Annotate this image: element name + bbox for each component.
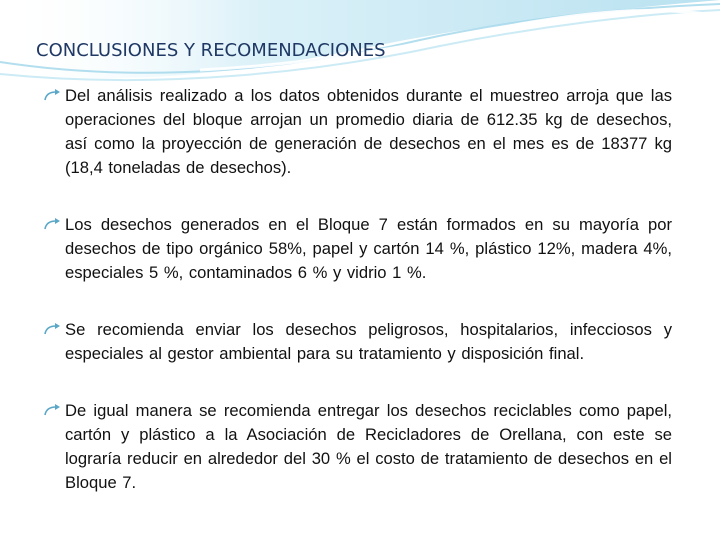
slide-title: CONCLUSIONES Y RECOMENDACIONES: [36, 40, 386, 61]
bullet-list: [44, 84, 672, 528]
bullet-text: Los desechos generados en el Bloque 7 están formados en su mayoría por desechos de tipo orgánico 58%, papel y cartón 14 %, plástico 12%, madera 4%, especiales 5 %, contaminados 6 % y vidrio 1 %.: [65, 215, 672, 282]
bullet-text: Del análisis realizado a los datos obtenidos durante el muestreo arroja que las operaciones del bloque arrojan un promedio diaria de 612.35 kg de desechos, así como la proyección de generación de desechos en el mes es de 18377 kg (18,4 toneladas de desechos).: [65, 86, 672, 177]
curved-arrow-icon: [44, 403, 62, 417]
bullet-item: [44, 213, 672, 285]
curved-arrow-icon: [44, 322, 62, 336]
bullet-text: De igual manera se recomienda entregar los desechos reciclables como papel, cartón y plástico a la Asociación de Recicladores de Orellana, con este se lograría reducir en alrededor del 30 % el costo de tratamiento de desechos en el Bloque 7.: [65, 401, 672, 492]
bullet-item: [44, 399, 672, 495]
bullet-text: Se recomienda enviar los desechos peligrosos, hospitalarios, infecciosos y especiales al gestor ambiental para su tratamiento y disposición final.: [65, 320, 672, 363]
bullet-item: [44, 84, 672, 180]
bullet-item: [44, 318, 672, 366]
curved-arrow-icon: [44, 88, 62, 102]
curved-arrow-icon: [44, 217, 62, 231]
